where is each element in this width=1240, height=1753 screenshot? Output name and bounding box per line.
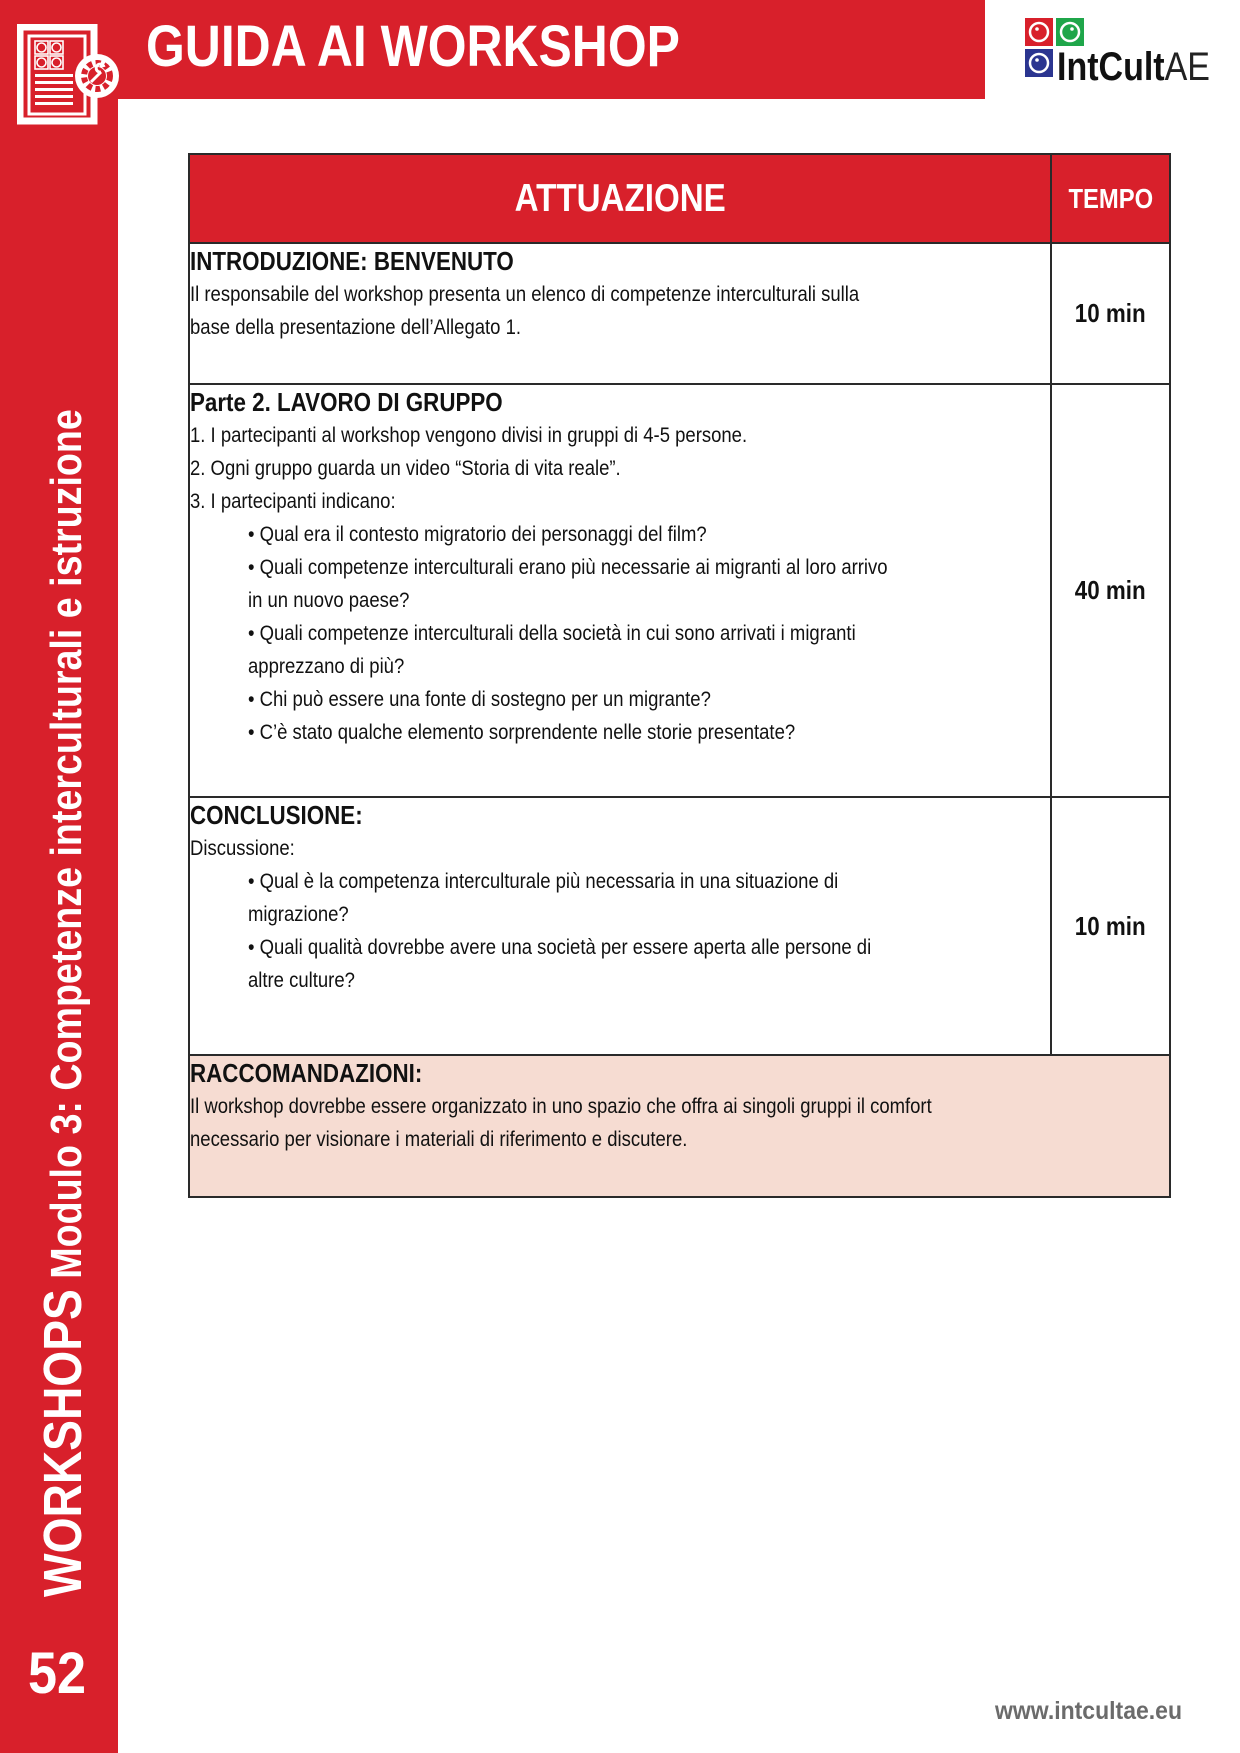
line-text: 2. Ogni gruppo guarda un video “Storia di vita reale”. (190, 456, 621, 480)
line-text: base della presentazione dell’Allegato 1. (190, 315, 522, 339)
bullet-line (190, 931, 1050, 964)
row-title: CONCLUSIONE: (190, 800, 363, 830)
text-line (190, 278, 1050, 311)
recommendations-row (189, 1055, 1170, 1197)
bullet-line (190, 518, 1050, 551)
line-text: 3. I partecipanti indicano: (190, 489, 396, 513)
bullet-line (190, 617, 1050, 650)
table-header-row (189, 154, 1170, 243)
brand-name-light: AE (1164, 45, 1210, 89)
row-content (189, 243, 1051, 384)
row-title: Parte 2. LAVORO DI GRUPPO (190, 387, 503, 417)
logo-face-blue-icon (1025, 49, 1053, 77)
bullet-line (190, 584, 1050, 617)
recommendations-line: Il workshop dovrebbe essere organizzato in uno spazio che offra ai singoli gruppi il comfort (190, 1094, 932, 1118)
header-time-label: TEMPO (1068, 182, 1153, 214)
header-time (1051, 154, 1170, 243)
header-activity (189, 154, 1051, 243)
text-line (190, 452, 1050, 485)
logo-face-green-icon (1056, 18, 1084, 46)
row-time (1051, 797, 1170, 1055)
workshop-table (188, 153, 1171, 1198)
sidebar-title-module: Modulo 3: Competenze interculturali e istruzione (42, 409, 91, 1290)
text-line (190, 419, 1050, 452)
row-title: INTRODUZIONE: BENVENUTO (190, 246, 514, 276)
recommendations-title: RACCOMANDAZIONI: (190, 1058, 423, 1088)
line-text: Il responsabile del workshop presenta un elenco di competenze interculturali sulla (190, 282, 860, 306)
text-line (190, 311, 1050, 344)
header-activity-label: ATTUAZIONE (514, 176, 726, 220)
page-number: 52 (28, 1641, 87, 1706)
row-time (1051, 384, 1170, 797)
workshop-guide-icon (17, 24, 121, 128)
line-text: • Quali competenze interculturali erano più necessarie ai migranti al loro arrivo (248, 555, 888, 579)
line-text: • Quali qualità dovrebbe avere una società per essere aperta alle persone di (248, 935, 872, 959)
bullet-line (190, 551, 1050, 584)
text-line (190, 832, 1050, 865)
brand-name-bold: IntCult (1057, 45, 1165, 89)
line-text: in un nuovo paese? (248, 588, 410, 612)
line-text: altre culture? (248, 968, 355, 992)
sidebar-title-workshops: WORKSHOPS (33, 1289, 93, 1597)
line-text: 1. I partecipanti al workshop vengono divisi in gruppi di 4-5 persone. (190, 423, 748, 447)
line-text: migrazione? (248, 902, 349, 926)
table-row (189, 384, 1170, 797)
table-row (189, 797, 1170, 1055)
line-text: • Quali competenze interculturali della società in cui sono arrivati i migranti (248, 621, 856, 645)
logo-face-red-icon (1025, 18, 1053, 46)
bullet-line (190, 865, 1050, 898)
row-content (189, 797, 1051, 1055)
line-text: Discussione: (190, 836, 295, 860)
row-time-value: 10 min (1075, 298, 1146, 328)
bullet-line (190, 683, 1050, 716)
line-text: • Qual era il contesto migratorio dei personaggi del film? (248, 522, 707, 546)
brand-name (1057, 47, 1210, 87)
bullet-line (190, 964, 1050, 997)
bullet-line (190, 716, 1050, 749)
bullet-line (190, 898, 1050, 931)
page-title: GUIDA AI WORKSHOP (146, 14, 680, 79)
row-content (189, 384, 1051, 797)
text-line (190, 485, 1050, 518)
table-row (189, 243, 1170, 384)
line-text: • Qual è la competenza interculturale più necessaria in una situazione di (248, 869, 839, 893)
footer-website-link[interactable]: www.intcultae.eu (995, 1697, 1183, 1725)
line-text: • C’è stato qualche elemento sorprendente nelle storie presentate? (248, 720, 796, 744)
recommendations-line: necessario per visionare i materiali di riferimento e discutere. (190, 1127, 688, 1151)
row-time (1051, 243, 1170, 384)
row-time-value: 40 min (1075, 575, 1146, 605)
sidebar-vertical-title (32, 225, 94, 1597)
line-text: • Chi può essere una fonte di sostegno per un migrante? (248, 687, 711, 711)
bullet-line (190, 650, 1050, 683)
recommendations-content (189, 1055, 1170, 1197)
row-time-value: 10 min (1075, 910, 1146, 941)
line-text: apprezzano di più? (248, 654, 405, 678)
